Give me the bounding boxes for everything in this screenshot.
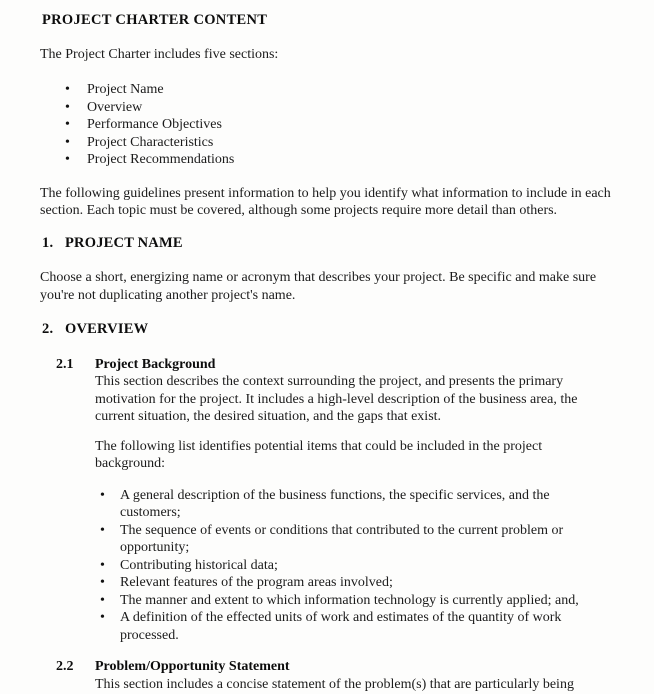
subsection-2-1-body [95,373,613,644]
subsection-2-2 [56,658,613,693]
section-title: PROJECT NAME [65,234,183,251]
section-number: 1. [42,234,54,251]
subsection-title: Problem/Opportunity Statement [95,659,290,674]
background-items-list [100,487,613,645]
list-item-label: Project Recommendations [87,152,235,167]
bullet-icon: • [65,117,70,132]
list-item [100,557,613,575]
list-item [100,487,613,522]
doc-title: PROJECT CHARTER CONTENT [42,12,268,28]
background-paragraph: This section describes the context surrounding the project, and presents the primary motivation for the project. It includes a high-level description of the business area, the current situation, the desired situation, and the gaps that exist. [95,374,578,424]
bullet-icon: • [100,522,105,538]
charter-sections-list [65,81,613,169]
bullet-icon: • [100,557,105,573]
bullet-icon: • [100,610,105,625]
subsection-title: Project Background [95,356,216,372]
subsection-2-2-heading [56,658,613,676]
list-item-label: Overview [87,99,143,115]
section-title: OVERVIEW [65,321,149,337]
list-item [100,609,613,644]
section-number: 2. [42,321,54,337]
subsection-2-1-heading [56,356,613,374]
problem-statement-paragraph: This section includes a concise statement of the problem(s) that are particularly being [95,676,574,692]
list-item-label: Project Name [87,82,164,97]
list-item-label: Project Characteristics [87,134,214,150]
bullet-icon: • [65,99,70,115]
list-item [65,99,613,117]
bullet-icon: • [100,575,105,590]
list-item-label: The manner and extent to which information technology is currently applied; and, [120,592,579,608]
subsection-number: 2.1 [56,356,74,372]
list-item-label: Contributing historical data; [120,557,278,573]
list-item [65,116,613,134]
bullet-icon: • [65,152,70,167]
bullet-icon: • [65,134,70,150]
list-item-label: A definition of the effected units of work and estimates of the quantity of work processed. [120,610,562,643]
list-item-label: Relevant features of the program areas involved; [120,575,393,590]
section-1-heading [42,235,613,253]
intro-paragraph: The Project Charter includes five sections: [40,46,279,62]
subsection-2-2-body [95,676,613,694]
bullet-icon: • [100,487,105,503]
subsection-number: 2.2 [56,659,74,674]
guidelines-paragraph: The following guidelines present information to help you identify what information to include in each section. Each topic must be covered, although some projects require more detail than others. [40,185,611,218]
subsection-2-1 [56,356,613,645]
list-item-label: Performance Objectives [87,117,222,132]
list-item [65,81,613,99]
section-1-body: Choose a short, energizing name or acronym that describes your project. Be specific and make sure you're not duplicating another project's name. [40,270,597,303]
list-item-label: The sequence of events or conditions that contributed to the current problem or opportunity; [120,522,564,555]
list-item [65,134,613,152]
list-item [65,151,613,169]
section-2-heading [42,321,613,339]
list-item-label: A general description of the business functions, the specific services, and the customers; [120,487,550,520]
bullet-icon: • [100,592,105,608]
background-list-intro: The following list identifies potential items that could be included in the project background: [95,438,543,471]
list-item [100,574,613,592]
list-item [100,592,613,610]
bullet-icon: • [65,82,70,97]
list-item [100,522,613,557]
